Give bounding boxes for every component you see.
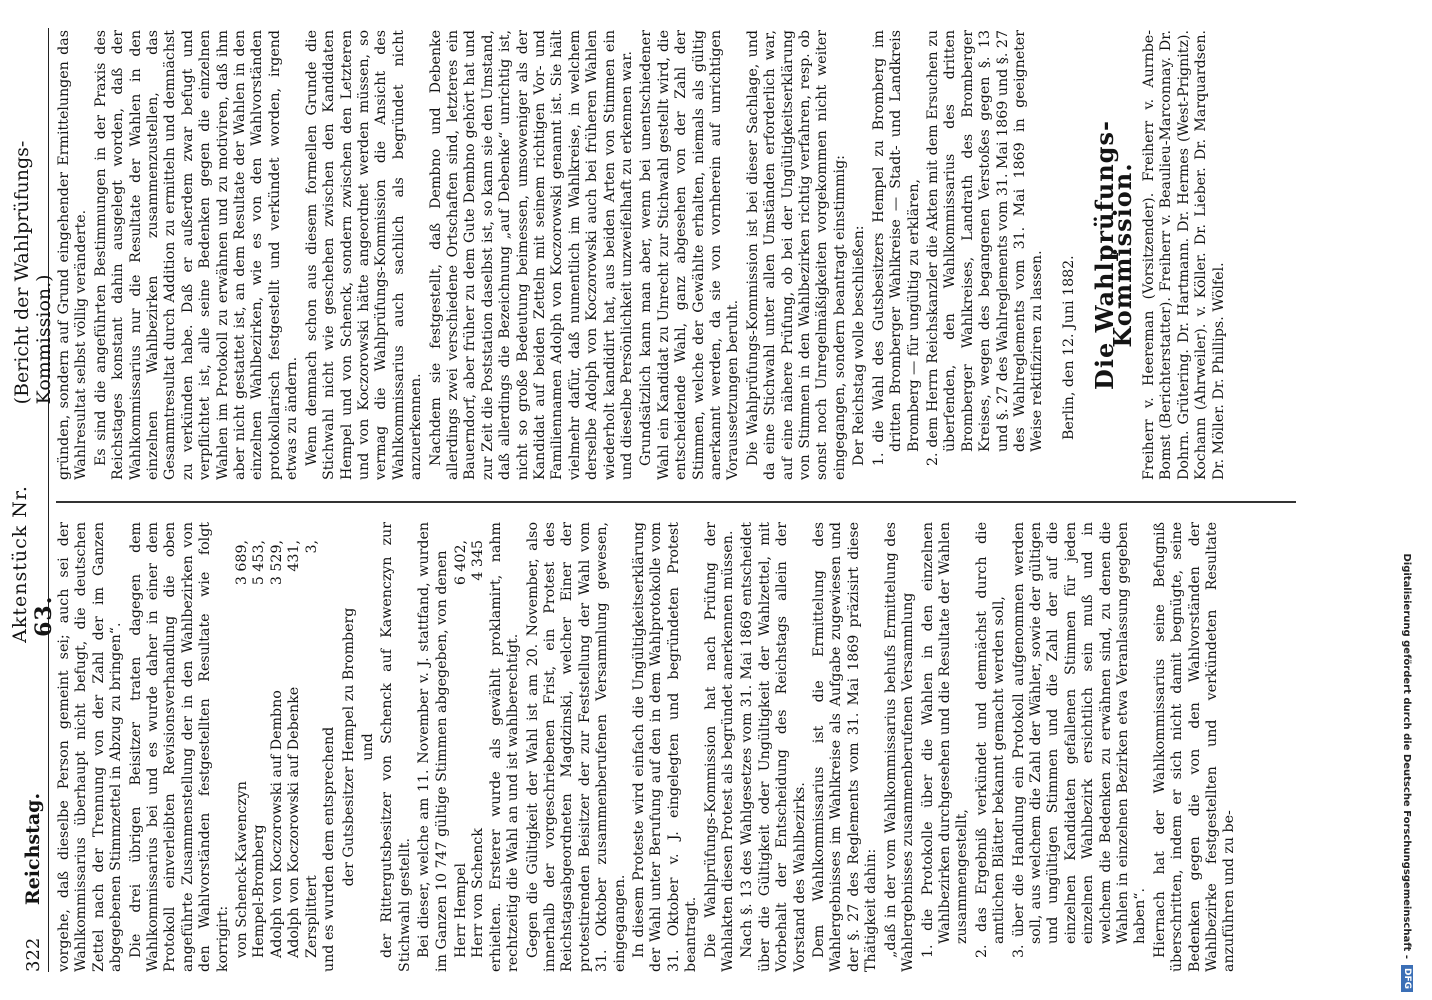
left-paragraph: „daß in der vom Wahlkommissarius behufs Ermittelung des Wahlergebnisses zusammenberufenen Versammlung [882,522,917,972]
numbered-item: 1. die Protokolle über die Wahlen in den einzelnen Wahlbezirken durchgesehen und die Resultate der Wahlen zusammengestellt, [919,522,971,958]
left-paragraph: der Gutsbesitzer Hempel zu Bromberg [340,607,357,887]
result-value: 5 453, [251,540,268,586]
runoff-label: Herr Hempel [452,862,469,958]
right-paragraph: Wenn demnach schon aus diesem formellen Grunde die Stichwahl nicht wie geschehen zwischen den Kandidaten Hempel und von Schenck, sondern zwischen den Letzteren und von Koczorowski hätte angeordnet werden müssen, so vermag die Wahlprüfungs-Kommission die Ansicht des Wahlkommissarius auch sachlich als begründet nicht anzuerkennen. [303,30,425,480]
result-value: 3 529, [268,540,285,586]
digitization-note-text [1384,0,1430,1000]
results-list [234,522,321,972]
left-paragraph: Die Wahlprüfungs-Kommission hat nach Prüfung der Wahlakten diesen Protest als begründet anerkennen müssen. [702,522,737,972]
right-column [56,30,1296,480]
right-paragraph: Grundsätzlich kann man aber, wenn bei unentschiedener Wahl ein Kandidat zu Unrecht zur Stichwahl gestellt wird, die entscheidende Wahl, ganz abgesehen von der Zahl der Stimmen, welche der Gewählte erhalten, niemals als gültig anerkannt werden, da sie von vornherein auf unrichtigen Voraussetzungen beruht. [638,30,742,480]
left-paragraph: Bei dieser, welche am 11. November v. J. stattfand, wurden im Ganzen 10 747 gültige Stimmen abgegeben, von denen [416,522,450,972]
right-paragraph: Die Wahlprüfungs-Kommission ist bei dieser Sachlage, und da eine Stichwahl unter allen Umständen erforderlich war, auf eine nähere Prüfung, ob bei der Ungültigkeitserklärung von Stimmen in den Wahlbezirken richtig verfahren, resp. ob sonst noch Unregelmäßigkeiten vorgekommen nicht weiter eingegangen, sondern beantragt einstimmig: [744,30,848,480]
left-column [56,522,1296,972]
left-paragraph: In diesem Proteste wird einfach die Ungültigkeitserklärung der Wahl unter Berufung auf den in dem Wahlprotokolle vom 31. Oktober v. J. eingelegten und begründeten Protest beantragt. [631,522,700,972]
page-header [9,28,57,972]
result-row [286,522,303,972]
runoff-row [453,522,470,972]
result-label: Hempel-Bromberg [251,824,268,958]
left-paragraph: der Rittergutsbesitzer von Schenck auf Kawenczyn zur Stichwahl gestellt. [379,522,413,972]
header-left-title: Reichstag. [22,792,44,906]
result-label: Adolph von Koczorowski auf Debenke [286,686,303,958]
numbered-item: 1. die Wahl des Gutsbesitzers Hempel zu Bromberg im dritten Bromberger Wahlkreise — Stadt- und Landkreis Bromberg — für ungültig zu erklären, [870,30,922,466]
result-label: Zersplittert [303,875,320,958]
left-paragraph: Hiernach hat der Wahlkommissarius seine Befugniß überschritten, indem er sich nicht damit begnügte, seine Bedenken gegen die von den Wahlvorständen der Wahlbezirke festgestellten und verkündeten Resultate anzuführen und zu be- [1151,522,1238,972]
left-paragraph: erhielten. Ersterer wurde als gewählt proklamirt, nahm rechtzeitig die Wahl an und ist wahlberechtigt. [487,522,522,972]
dfg-logo: DFG [1401,965,1413,992]
result-row [304,522,321,972]
runoff-label: Herr von Schenck [470,828,487,958]
header-center-prefix: Aktenstück Nr. [9,485,31,643]
result-label: Adolph von Koczorowski auf Dembno [268,690,285,958]
left-paragraph: Dem Wahlkommissarius ist die Ermittelung des Wahlergebnisses im Wahlkreise als Aufgabe zugewiesen und der §. 27 des Reglements vom 31. Mai 1869 präzisirt diese Thätigkeit dahin: [811,522,880,972]
right-paragraph: Es sind die angeführten Bestimmungen in der Praxis des Reichstages konstant dahin ausgelegt worden, daß der Wahlkommissarius nur die Resultate der Wahlen in den einzelnen Wahlbezirken zusammenzustellen, das Gesammtresultat durch Addition zu ermitteln und demnächst zu verkünden habe. Daß er außerdem zwar befugt und verpflichtet ist, alle seine Bedenken gegen die einzelnen Wahlen im Protokoll zu erwähnen und zu motiviren, daß ihm aber nicht gestattet ist, an dem Resultate der Wahlen in den einzelnen Wahlbezirken, wie es von den Wahlvorständen protokollarisch festgestellt und verkündet worden, irgend etwas zu ändern. [92,30,301,480]
page-number: 322 [22,937,44,972]
left-paragraph: und [359,733,376,761]
signatories: Freiherr v. Heereman (Vorsitzender). Freiherr v. Aurnbe-Bomst (Berichterstatter). Freiherr v. Beaulieu-Marconnay. Dr. Dohrn. Grütering. Dr. Hartmann. Dr. Hermes (West-Prignitz). Kochann (Ahrweiler). v. Köller. Dr. Lieber. Dr. Marquardsen. Dr. Möller. Dr. Phillips. Wölfel. [1140,30,1227,480]
numbered-item: 2. das Ergebniß verkündet und demnächst durch die amtlichen Blätter bekannt gemacht werden soll, [973,522,1008,958]
digitization-note-label: Digitalisierung gefördert durch die Deutsche Forschungsgemeinschaft - [1401,553,1413,959]
header-center-number: 63. [31,595,57,637]
runoff-value: 4 345 [470,540,487,581]
result-value: 3 689, [234,540,251,586]
digitization-note [1386,0,1432,1000]
header-right-title: (Bericht der Wahlprüfungs-Kommission.) [11,140,55,405]
result-row [269,522,286,972]
runoff-list [453,522,488,972]
left-paragraph: Gegen die Gültigkeit der Wahl ist am 20. November, also innerhalb der vorgeschriebenen Frist, ein Protest des Reichstagsabgeordneten Magdzinski, welcher Einer der protestirenden Beisitzer der zur Feststellung der Wahl vom 31. Oktober zusammenberufenen Versammlung gewesen, eingegangen. [524,522,628,972]
result-value: 3, [303,540,320,554]
left-paragraph: Die drei übrigen Beisitzer traten dagegen dem Wahlkommissarius bei und es wurde daher in einer dem Protokoll einverleibten Revisionsverhandlung die oben angeführte Zusammenstellung der in den Wahlbezirken von den Wahlvorständen festgestellten Resultate wie folgt korrigirt: [127,522,231,972]
report-date: Berlin, den 12. Juni 1882. [1060,255,1077,440]
result-label: von Schenck-Kawenczyn [234,781,251,958]
runoff-row [470,522,487,972]
numbered-item: 2. dem Herrn Reichskanzler die Akten mit dem Ersuchen zu überſenden, den Wahlkommissarius des dritten Bromberger Wahlkreises, Landrath des Bromberger Kreises, wegen des begangenen Verstoßes gegen §. 13 und §. 27 des Wahlreglements vom 31. Mai 1869 und §. 27 des Wahlreglements vom 31. Mai 1869 in geeigneter Weise rektifiziren zu lassen. [924,30,1046,466]
runoff-value: 6 402, [452,540,469,586]
result-row [234,522,251,972]
numbered-item: 3. über die Handlung ein Protokoll aufgenommen werden soll, aus welchem die Zahl der Wähler, sowie der gültigen und ungültigen Stimmen und die Zahl der auf die einzelnen Kandidaten gefallenen Stimmen für jeden einzelnen Wahlbezirk ersichtlich sein muß und in welchem die Bedenken zu erwähnen sind, zu denen die Wahlen in einzelnen Bezirken etwa Veranlassung gegeben haben“. [1010,522,1149,958]
right-paragraph: gründen, sondern auf Grund eingehender Ermittelungen das Wahlresultat selbst völlig veränderte. [56,30,90,480]
right-paragraph: Nachdem sie festgestellt, daß Dembno und Debenke allerdings zwei verschiedene Ortschaften sind, letzteres ein Bauerndorf, aber früher zu dem Gute Dembno gehört hat und zur Zeit die Poststation daselbst ist, so kann sie den Umstand, daß allerdings die Bezeichnung „auf Debenke“ unrichtig ist, nicht so große Bedeutung beimessen, umsoweniger als der Kandidat auf beiden Zetteln mit seinem richtigen Vor- und Familiennamen Adolph von Koczorowski genannt ist. Sie hält vielmehr dafür, daß numentlich im Wahlkreise, in welchem derselbe Adolph von Koczorowski auch bei früheren Wahlen wiederholt kandidirt hat, aus beiden Arten von Stimmen ein und dieselbe Persönlichkeit unzweifelhaft zu erkennen war. [427,30,635,480]
commission-title: Die Wahlprüfungs-Kommission. [1090,120,1137,390]
left-paragraph: vorgehe, daß dieselbe Person gemeint sei; auch sei der Wahlkommissarius überhaupt nicht befugt, die deutschen Zettel nach der Trennung von der Zahl der im Ganzen abgegebenen Stimmzettel in Abzug zu bringen“. [56,522,125,972]
result-value: 431, [286,540,303,572]
right-paragraph: Der Reichstag wolle beschließen: [851,225,868,466]
left-paragraph: und es wurden dem entsprechend [321,726,338,972]
column-divider [56,502,1296,504]
result-row [251,522,268,972]
left-paragraph: Nach §. 13 des Wahlgesetzes vom 31. Mai 1869 entscheidet über die Gültigkeit oder Ungültigkeit der Wahlzettel, mit Vorbehalt der Entscheidung des Reichstags allein der Vorstand des Wahlbezirks. [739,522,808,972]
header-center [9,434,57,643]
